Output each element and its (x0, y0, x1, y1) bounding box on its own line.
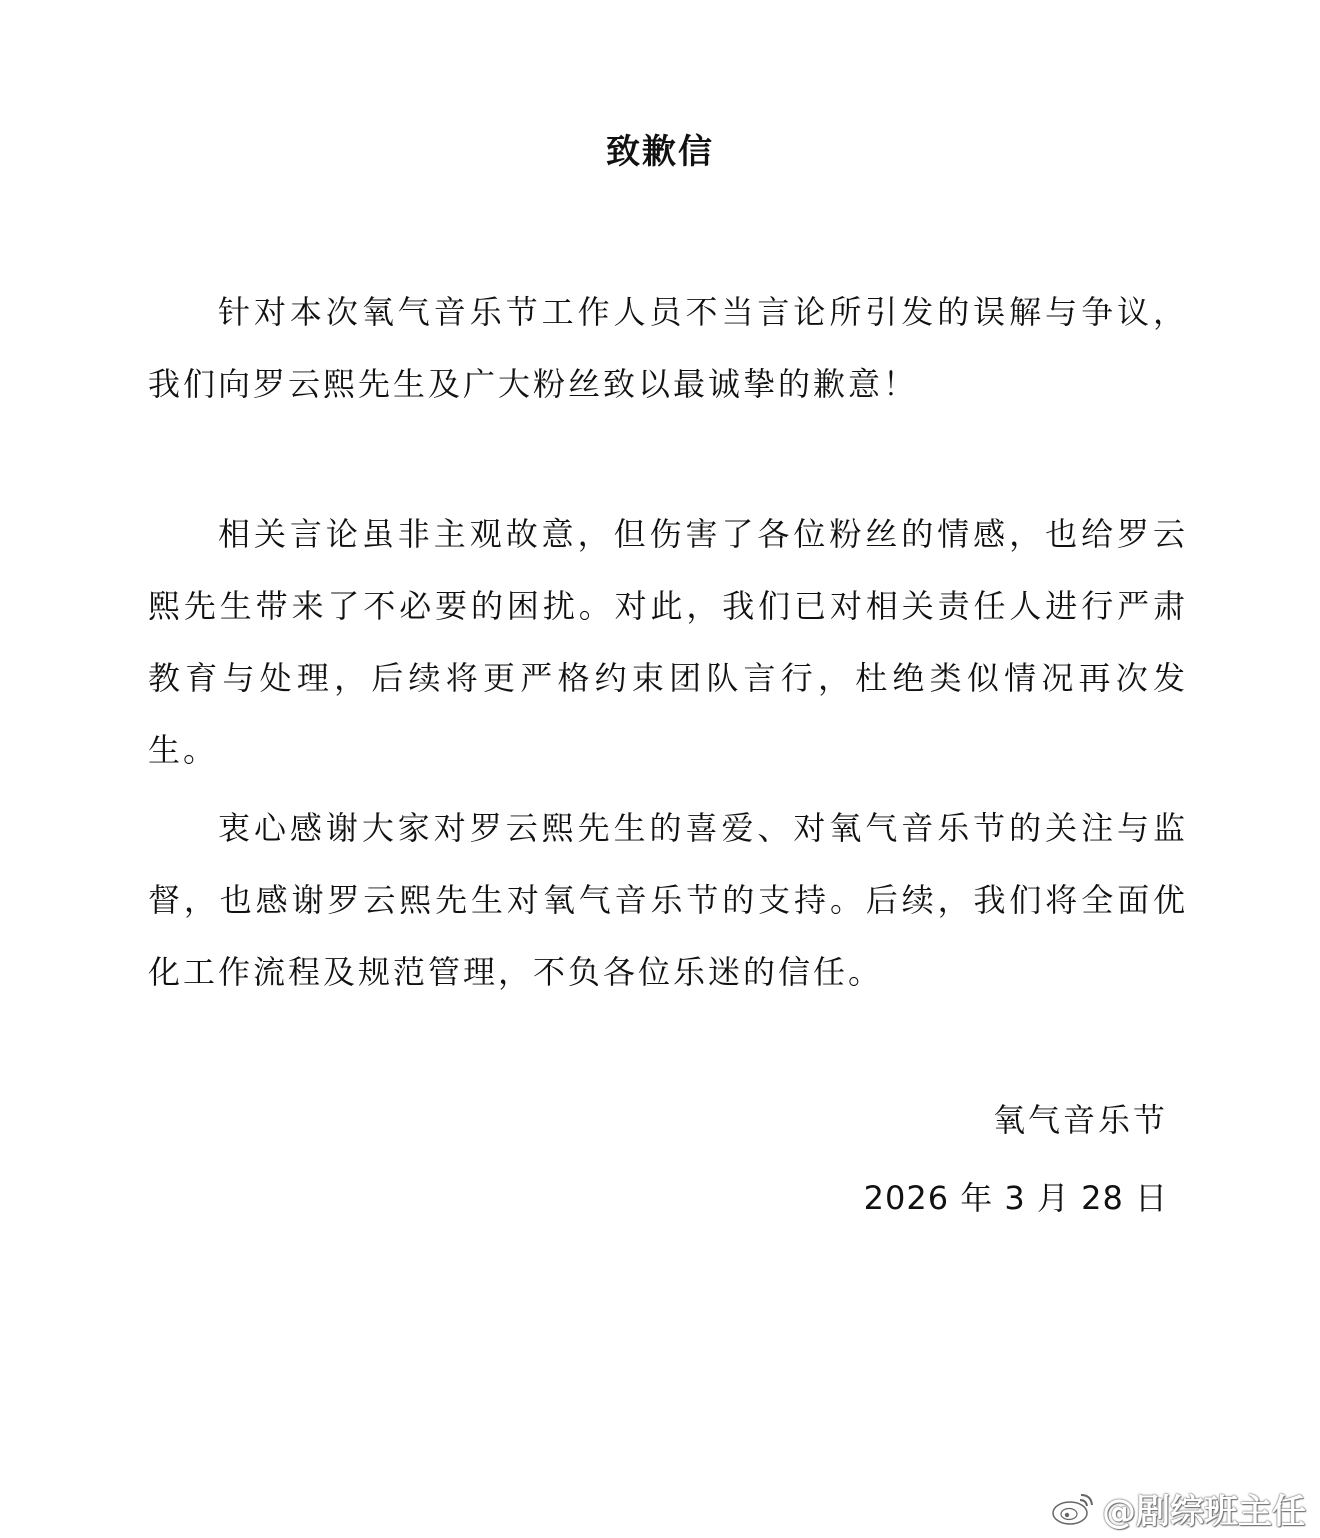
watermark (1050, 1486, 1306, 1530)
signature: 氧气音乐节 (992, 1101, 1168, 1139)
letter-title: 致歉信 (606, 132, 714, 172)
paragraph-explanation: 相关言论虽非主观故意，但伤害了各位粉丝的情感，也给罗云熙先生带来了不必要的困扰。对此，我们已对相关责任人进行严肃教育与处理，后续将更严格约束团队言行，杜绝类似情况再次发生。 (148, 515, 1188, 769)
weibo-icon (1050, 1489, 1096, 1527)
letter-date: 2026 年 3 月 28 日 (863, 1179, 1168, 1217)
paragraph-thanks: 衷心感谢大家对罗云熙先生的喜爱、对氧气音乐节的关注与监督，也感谢罗云熙先生对氧气音乐节的支持。后续，我们将全面优化工作流程及规范管理，不负各位乐迷的信任。 (148, 809, 1188, 991)
paragraph-apology: 针对本次氧气音乐节工作人员不当言论所引发的误解与争议，我们向罗云熙先生及广大粉丝致以最诚挚的歉意！ (148, 293, 1188, 403)
watermark-text: @剧综班主任 (1102, 1491, 1306, 1532)
